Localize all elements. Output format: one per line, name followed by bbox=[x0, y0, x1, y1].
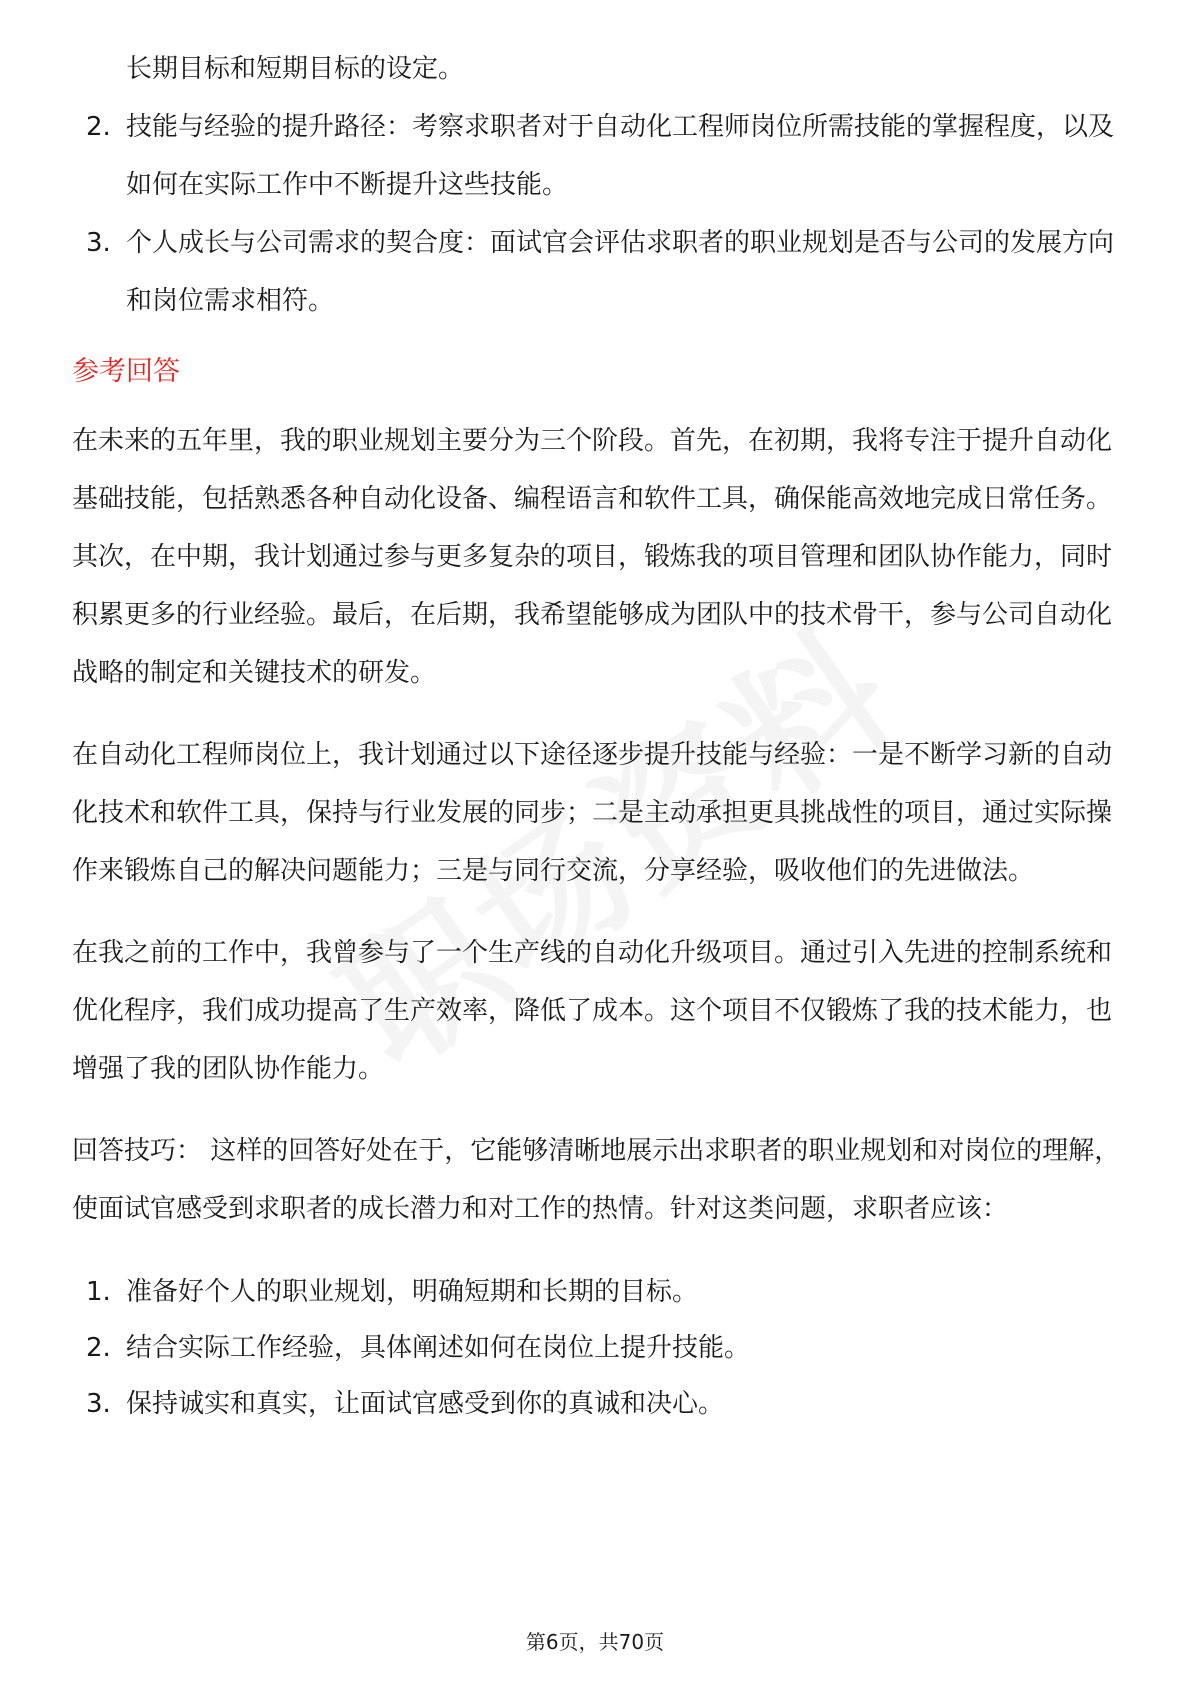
list-item-text: 结合实际工作经验，具体阐述如何在岗位上提升技能。 bbox=[126, 1333, 751, 1363]
page-number-footer: 第6页，共70页 bbox=[525, 1630, 665, 1654]
paragraph-answer-tips: 回答技巧： 这样的回答好处在于，它能够清晰地展示出求职者的职业规划和对岗位的理解，使面试官感受到求职者的成长潜力和对工作的热情。针对这类问题，求职者应该： bbox=[72, 1136, 1121, 1224]
list-item-text: 个人成长与公司需求的契合度：面试官会评估求职者的职业规划是否与公司的发展方向和岗位需求相符。 bbox=[126, 228, 1115, 316]
list-item bbox=[72, 214, 1122, 330]
list-item bbox=[72, 98, 1122, 214]
list-number: 1. bbox=[86, 1277, 111, 1307]
list-item bbox=[72, 1320, 1122, 1376]
list-number: 2. bbox=[86, 1333, 111, 1363]
list-number: 3. bbox=[86, 228, 111, 258]
list-item bbox=[72, 1376, 1122, 1432]
list-item-text: 准备好个人的职业规划，明确短期和长期的目标。 bbox=[126, 1277, 699, 1307]
list-item-continuation: 长期目标和短期目标的设定。 bbox=[126, 54, 465, 84]
assessment-list bbox=[72, 98, 1122, 330]
list-item-text: 保持诚实和真实，让面试官感受到你的真诚和决心。 bbox=[126, 1389, 725, 1419]
list-item bbox=[72, 1264, 1122, 1320]
page-content bbox=[72, 40, 1122, 1432]
tips-list bbox=[72, 1264, 1122, 1432]
section-heading-reference-answer: 参考回答 bbox=[72, 356, 180, 387]
list-number: 3. bbox=[86, 1389, 111, 1419]
paragraph: 在未来的五年里，我的职业规划主要分为三个阶段。首先，在初期，我将专注于提升自动化基础技能，包括熟悉各种自动化设备、编程语言和软件工具，确保能高效地完成日常任务。其次，在中期，我计划通过参与更多复杂的项目，锻炼我的项目管理和团队协作能力，同时积累更多的行业经验。最后，在后期，我希望能够成为团队中的技术骨干，参与公司自动化战略的制定和关键技术的研发。 bbox=[72, 426, 1113, 688]
list-item-text: 技能与经验的提升路径：考察求职者对于自动化工程师岗位所需技能的掌握程度，以及如何在实际工作中不断提升这些技能。 bbox=[126, 112, 1115, 200]
list-number: 2. bbox=[86, 112, 111, 142]
paragraph: 在自动化工程师岗位上，我计划通过以下途径逐步提升技能与经验：一是不断学习新的自动化技术和软件工具，保持与行业发展的同步；二是主动承担更具挑战性的项目，通过实际操作来锻炼自己的解决问题能力；三是与同行交流，分享经验，吸收他们的先进做法。 bbox=[72, 740, 1113, 886]
paragraph: 在我之前的工作中，我曾参与了一个生产线的自动化升级项目。通过引入先进的控制系统和优化程序，我们成功提高了生产效率，降低了成本。这个项目不仅锻炼了我的技术能力，也增强了我的团队协作能力。 bbox=[72, 938, 1113, 1084]
